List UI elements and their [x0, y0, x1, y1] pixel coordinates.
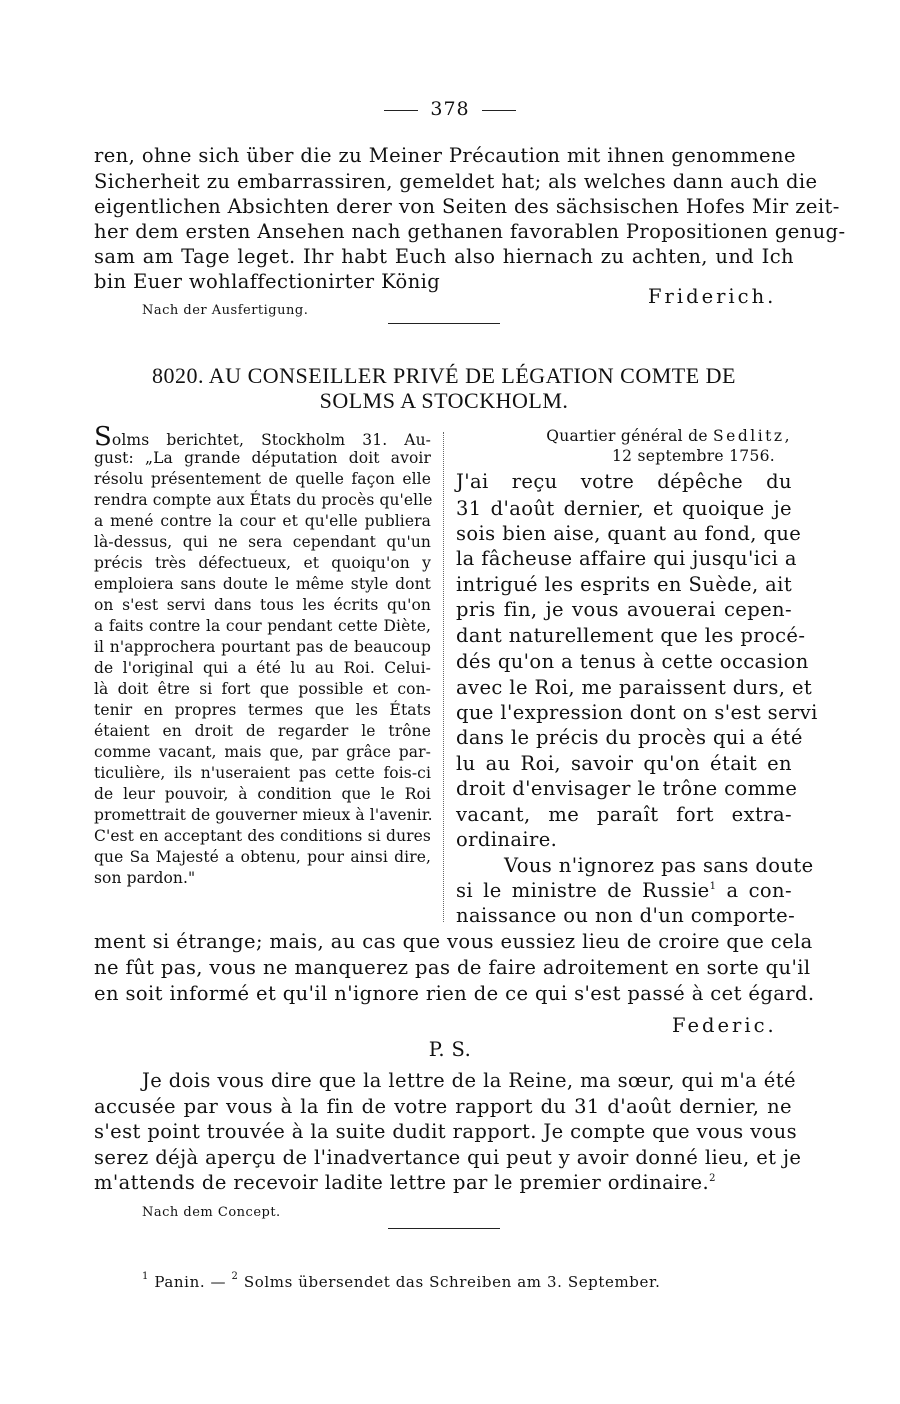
page-number-value: 378	[430, 98, 470, 120]
body-line: sois bien aise, quant au fond, que	[456, 522, 802, 545]
footnote-divider	[388, 1228, 500, 1229]
summary-line: précis très défectueux, et quoiqu'on y	[94, 554, 431, 572]
section-divider	[388, 323, 500, 324]
summary-line: il n'approchera pourtant pas de beaucoup	[94, 638, 431, 656]
letter-number: 8020.	[152, 363, 204, 388]
footnote-1-text: Panin. —	[154, 1273, 227, 1291]
body-line: vacant, me paraît fort extra-	[456, 803, 792, 826]
dateline-place: Quartier général de Sedlitz,	[546, 427, 792, 445]
ps-line-last: m'attends de recevoir ladite lettre par le premier ordinaire.$^2$	[94, 1171, 716, 1194]
text-line: Sicherheit zu embarrassiren, gemeldet hat; als welches dann auch die	[94, 170, 818, 193]
body-line: Vous n'ignorez pas sans doute	[504, 854, 814, 877]
page-number-dash-right	[482, 110, 516, 111]
footnote-1-mark: 1	[142, 1271, 149, 1282]
signature-federic: Federic.	[672, 1014, 777, 1037]
body-line: ordinaire.	[456, 828, 558, 851]
summary-line: de leur pouvoir, à condition que le Roi	[94, 785, 431, 803]
drop-cap: S	[94, 422, 112, 452]
summary-line: a mené contre la cour et qu'elle publiera	[94, 512, 431, 530]
footnote-marker-1: 1	[709, 881, 717, 892]
body-line: ne fût pas, vous ne manquerez pas de faire adroitement en sorte qu'il	[94, 956, 811, 979]
summary-line: résolu présentement de quelle façon elle	[94, 470, 431, 488]
body-line: 31 d'août dernier, et quoique je	[456, 497, 792, 520]
page-number	[0, 98, 900, 120]
body-line: avec le Roi, me paraissent durs, et	[456, 676, 813, 699]
signature-friderich: Friderich.	[648, 285, 777, 308]
text-line: eigentlichen Absichten derer von Seiten des sächsischen Hofes Mir zeit-	[94, 195, 840, 218]
summary-line: étaient en droit de regarder le trône	[94, 722, 431, 740]
body-line: J'ai reçu votre dépêche du	[456, 470, 792, 493]
summary-line: on s'est servi dans tous les écrits qu'on	[94, 596, 431, 614]
summary-line: a faits contre la cour pendant cette Diète,	[94, 617, 431, 635]
body-line: dans le précis du procès qui a été	[456, 726, 803, 749]
summary-line: que Sa Majesté a obtenu, pour ainsi dire,	[94, 848, 431, 866]
ps-line: Je dois vous dire que la lettre de la Reine, ma sœur, qui m'a été	[142, 1069, 796, 1092]
letter-heading	[94, 363, 794, 389]
body-line: en soit informé et qu'il n'ignore rien de ce qui s'est passé à cet égard.	[94, 982, 815, 1005]
summary-line: C'est en acceptant des conditions si dures	[94, 827, 431, 845]
body-line: naissance ou non d'un comporte-	[456, 904, 796, 927]
text-line: sam am Tage leget. Ihr habt Euch also hiernach zu achten, und Ich	[94, 245, 794, 268]
page-number-dash-left	[384, 110, 418, 111]
footnote-2-text: Solms übersendet das Schreiben am 3. September.	[243, 1273, 661, 1291]
postscript-label: P. S.	[428, 1038, 472, 1061]
summary-line-first: Solms berichtet, Stockholm 31. Au-	[94, 422, 431, 452]
body-line: lu au Roi, savoir qu'on était en	[456, 752, 792, 775]
summary-line: promettrait de gouverner mieux à l'avenir.	[94, 806, 433, 824]
source-note: Nach der Ausfertigung.	[142, 303, 309, 318]
text-line: her dem ersten Ansehen nach gethanen favorablen Propositionen genug-	[94, 220, 846, 243]
body-line-footnote-ref: si le ministre de Russie$^1$ a con-	[456, 879, 792, 902]
footnote-marker-2: 2	[709, 1173, 716, 1184]
column-divider	[443, 432, 444, 922]
ps-line: s'est point trouvée à la suite dudit rapport. Je compte que vous vous	[94, 1120, 798, 1143]
body-line: intrigué les esprits en Suède, ait	[456, 573, 793, 596]
body-line: que l'expression dont on s'est servi	[456, 701, 818, 724]
summary-line: emploiera sans doute le même style dont	[94, 575, 431, 593]
body-line: dés qu'on a tenus à cette occasion	[456, 650, 809, 673]
summary-line: là-dessus, qui ne sera cependant qu'un	[94, 533, 431, 551]
body-line: pris fin, je vous avouerai cepen-	[456, 598, 792, 621]
footnotes	[142, 1271, 660, 1291]
summary-line: ticulière, ils n'useraient pas cette fois-ci	[94, 764, 431, 782]
summary-line: tenir en propres termes que les États	[94, 701, 431, 719]
footnote-2-mark: 2	[231, 1271, 239, 1282]
body-line: ment si étrange; mais, au cas que vous eussiez lieu de croire que cela	[94, 930, 813, 953]
body-line: dant naturellement que les procé-	[456, 624, 806, 647]
dateline-date: 12 septembre 1756.	[612, 447, 776, 465]
body-line: la fâcheuse affaire qui jusqu'ici a	[456, 547, 797, 570]
text-line: ren, ohne sich über die zu Meiner Précaution mit ihnen genommene	[94, 144, 796, 167]
summary-line: comme vacant, mais que, par grâce par-	[94, 743, 431, 761]
summary-line: de l'original qui a été lu au Roi. Celui-	[94, 659, 431, 677]
text-line: bin Euer wohlaffectionirter König	[94, 270, 441, 293]
summary-line: là doit être si fort que possible et con-	[94, 680, 431, 698]
ps-line: accusée par vous à la fin de votre rapport du 31 d'août dernier, ne	[94, 1095, 792, 1118]
heading-line-2: SOLMS A STOCKHOLM.	[319, 388, 569, 413]
body-line: droit d'envisager le trône comme	[456, 777, 798, 800]
source-note: Nach dem Concept.	[142, 1205, 281, 1220]
summary-line: gust: „La grande députation doit avoir	[94, 449, 431, 467]
summary-line-last: son pardon."	[94, 869, 196, 887]
heading-line-1: AU CONSEILLER PRIVÉ DE LÉGATION COMTE DE	[208, 363, 736, 388]
summary-line: rendra compte aux États du procès qu'elle	[94, 491, 433, 509]
ps-line: serez déjà aperçu de l'inadvertance qui peut y avoir donné lieu, et je	[94, 1146, 802, 1169]
